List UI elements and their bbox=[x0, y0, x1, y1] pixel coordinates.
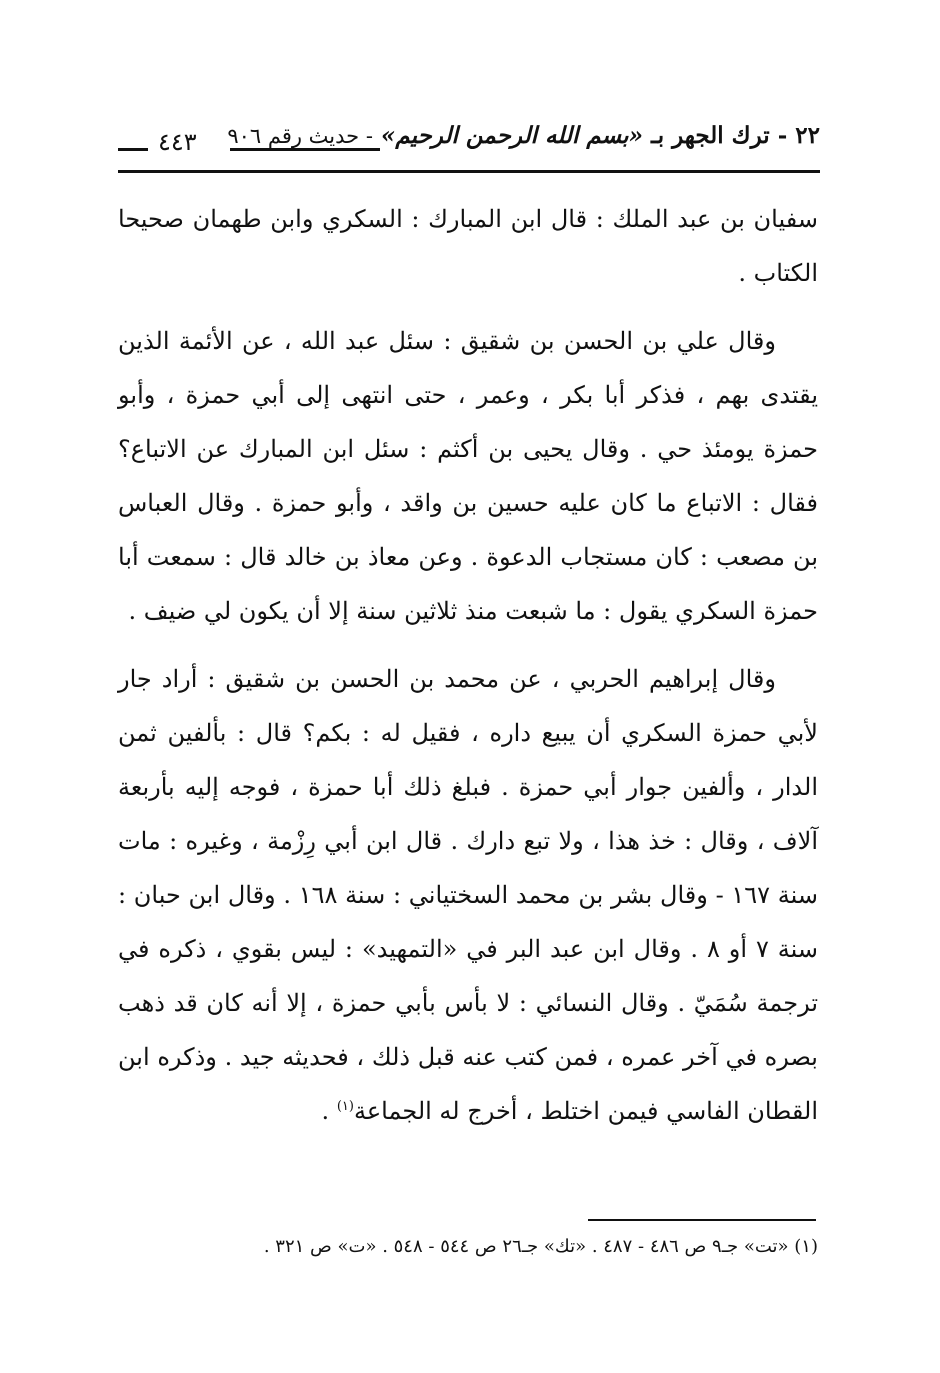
paragraph: سفيان بن عبد الملك : قال ابن المبارك : السكري وابن طهمان صحيحا الكتاب . bbox=[118, 205, 818, 287]
header-rule bbox=[118, 170, 820, 173]
running-header bbox=[118, 118, 820, 166]
header-title bbox=[227, 122, 820, 149]
paragraph: وقال علي بن الحسن بن شقيق : سئل عبد الله ، عن الأئمة الذين يقتدى بهم ، فذكر أبا بكر ، وعمر ، حتى انتهى إلى أبي حمزة ، وأبو حمزة يومئذ حي . وقال يحيى بن أكثم : سئل ابن المبارك عن الاتباع؟ فقال : الاتباع ما كان عليه حسين بن واقد ، وأبو حمزة . وقال العباس بن مصعب : كان مستجاب الدعوة . وعن معاذ بن خالد قال : سمعت أبا حمزة السكري يقول : ما شبعت منذ ثلاثين سنة إلا أن يكون لي ضيف . bbox=[118, 327, 818, 625]
header-title-ref: - حديث رقم ٩٠٦ bbox=[227, 124, 373, 148]
paragraph-end: . bbox=[321, 1097, 337, 1125]
paragraph bbox=[118, 652, 818, 1138]
header-title-prefix: ٢٢ - ترك الجهر بـ bbox=[650, 122, 820, 149]
header-rule-segment bbox=[230, 148, 380, 151]
footnote-reference[interactable]: (١) bbox=[336, 1099, 354, 1114]
footnote: (١) «تت» جـ٩ ص ٤٨٦ - ٤٨٧ . «تك» جـ٢٦ ص ٥٤٤ - ٥٤٨ . «ت» ص ٣٢١ . bbox=[263, 1236, 818, 1257]
paragraph-text: وقال إبراهيم الحربي ، عن محمد بن الحسن بن شقيق : أراد جار لأبي حمزة السكري أن يبيع داره ، فقيل له : بكم؟ قال : بألفين ثمن الدار ، وألفين جوار أبي حمزة . فبلغ ذلك أبا حمزة ، فوجه إليه بأربعة آلاف ، وقال : خذ هذا ، ولا تبع دارك . قال ابن أبي رِزْمة ، وغيره : مات سنة ١٦٧ - وقال بشر بن محمد السختياني : سنة ١٦٨ . وقال ابن حبان : سنة ٧ أو ٨ . وقال ابن عبد البر في «التمهيد» : ليس بقوي ، ذكره في ترجمة سُمَيّ . وقال النسائي : لا بأس بأبي حمزة ، إلا أنه كان قد ذهب بصره في آخر عمره ، فمن كتب عنه قبل ذلك ، فحديثه جيد . وذكره ابن القطان الفاسي فيمن اختلط ، أخرج له الجماعة bbox=[118, 665, 818, 1125]
body-text bbox=[118, 192, 818, 1152]
header-title-basmala: «بسم الله الرحمن الرحيم» bbox=[380, 122, 643, 149]
page-number: ٤٤٣ bbox=[158, 128, 197, 156]
header-dash bbox=[118, 148, 148, 151]
footnote-rule bbox=[588, 1219, 816, 1221]
